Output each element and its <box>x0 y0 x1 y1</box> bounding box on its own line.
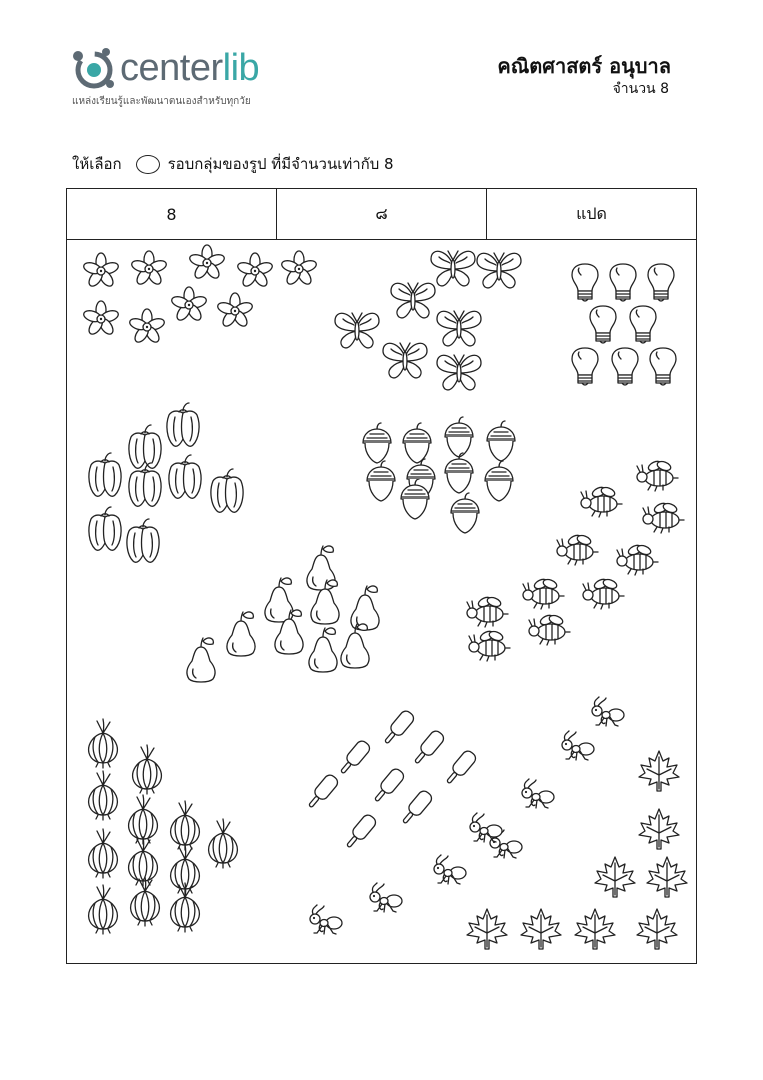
flower-icon <box>216 293 253 329</box>
acorn-icon <box>445 417 473 457</box>
butterfly-icon <box>431 251 475 286</box>
header-arabic-numeral: 8 <box>166 204 177 224</box>
bee-icon <box>557 533 598 565</box>
flower-icon <box>170 287 207 323</box>
bell-pepper-icon <box>127 519 159 562</box>
maple-leaf-icon <box>521 909 561 949</box>
instruction <box>72 152 394 176</box>
onion-icon <box>89 719 118 768</box>
acorn-icon <box>451 493 479 533</box>
light-bulb-icon <box>650 348 676 385</box>
maple-leaf-icon <box>647 857 687 897</box>
pear-icon <box>341 624 369 668</box>
popsicle-icon <box>411 729 446 767</box>
bee-icon <box>643 501 684 533</box>
logo-tagline: แหล่งเรียนรู้และพัฒนาตนเองสำหรับทุกวัย <box>72 96 251 107</box>
pear-icon <box>309 628 337 672</box>
bell-pepper-icon <box>129 463 161 506</box>
flower-icon <box>82 253 119 289</box>
butterfly-icon <box>477 253 521 288</box>
worksheet <box>66 188 697 964</box>
bell-pepper-icon <box>211 469 243 512</box>
popsicle-icon <box>343 813 378 851</box>
bee-icon <box>637 459 678 491</box>
bee-icon <box>617 543 658 575</box>
flower-icon <box>236 253 273 289</box>
ant-icon <box>470 813 502 842</box>
page-subtitle: จำนวน 8 <box>612 81 669 97</box>
maple-leaf-icon <box>595 857 635 897</box>
acorn-icon <box>363 423 391 463</box>
acorn-icon <box>367 461 395 501</box>
light-bulb-icon <box>648 264 674 301</box>
maple-leaf-icon <box>637 909 677 949</box>
bell-pepper-icon <box>169 455 201 498</box>
onion-icon <box>171 801 200 850</box>
acorn-icon <box>485 461 513 501</box>
popsicle-icon <box>381 709 416 747</box>
light-bulb-icon <box>572 348 598 385</box>
popsicle-icon <box>399 789 434 827</box>
number-header-row <box>67 189 696 240</box>
butterfly-icon <box>437 355 481 390</box>
ant-icon <box>592 697 624 726</box>
acorn-icon <box>445 453 473 493</box>
ant-icon <box>522 779 554 808</box>
maple-leaf-icon <box>639 809 679 849</box>
onion-icon <box>89 829 118 878</box>
flower-icon <box>188 245 225 281</box>
bee-icon <box>581 485 622 517</box>
instruction-suffix: รอบกลุ่มของรูป ที่มีจำนวนเท่ากับ 8 <box>167 155 394 173</box>
bell-pepper-icon <box>89 453 121 496</box>
acorn-icon <box>487 421 515 461</box>
onion-icon <box>133 745 162 794</box>
logo-text-center: center <box>120 47 223 89</box>
circle-symbol-icon <box>136 155 160 174</box>
light-bulb-icon <box>612 348 638 385</box>
butterfly-icon <box>437 311 481 346</box>
flower-icon <box>128 309 165 345</box>
pear-icon <box>351 586 379 630</box>
header-thai-word: แปด <box>486 189 696 239</box>
bell-pepper-icon <box>129 425 161 468</box>
acorn-icon <box>403 423 431 463</box>
onion-icon <box>89 771 118 820</box>
logo-molecule-icon <box>70 44 118 92</box>
popsicle-icon <box>443 749 478 787</box>
light-bulb-icon <box>590 306 616 343</box>
onion-icon <box>89 885 118 934</box>
butterfly-icon <box>335 313 379 348</box>
light-bulb-icon <box>572 264 598 301</box>
popsicle-icon <box>305 773 340 811</box>
ant-icon <box>310 905 342 934</box>
pear-icon <box>227 612 255 656</box>
logo-text-lib: lib <box>222 47 260 89</box>
maple-leaf-icon <box>467 909 507 949</box>
maple-leaf-icon <box>639 751 679 791</box>
instruction-prefix: ให้เลือก <box>72 155 122 173</box>
ant-icon <box>562 731 594 760</box>
ant-icon <box>434 855 466 884</box>
popsicle-icon <box>371 767 406 805</box>
page-title: คณิตศาสตร์ อนุบาล <box>497 54 671 78</box>
light-bulb-icon <box>610 264 636 301</box>
onion-icon <box>209 819 238 868</box>
bee-icon <box>529 613 570 645</box>
logo-wordmark <box>120 42 259 94</box>
picture-area <box>67 239 695 963</box>
butterfly-icon <box>391 283 435 318</box>
flower-icon <box>130 251 167 287</box>
light-bulb-icon <box>630 306 656 343</box>
pear-icon <box>187 638 215 682</box>
bee-icon <box>583 577 624 609</box>
maple-leaf-icon <box>575 909 615 949</box>
logo <box>70 40 330 110</box>
bee-icon <box>467 595 508 627</box>
header-thai-numeral: ๘ <box>276 189 486 239</box>
flower-icon <box>280 251 317 287</box>
bee-icon <box>469 629 510 661</box>
butterfly-icon <box>383 343 427 378</box>
bee-icon <box>523 577 564 609</box>
bell-pepper-icon <box>167 403 199 446</box>
onion-icon <box>131 877 160 926</box>
popsicle-icon <box>337 739 372 777</box>
flower-icon <box>82 301 119 337</box>
bell-pepper-icon <box>89 507 121 550</box>
ant-icon <box>370 883 402 912</box>
